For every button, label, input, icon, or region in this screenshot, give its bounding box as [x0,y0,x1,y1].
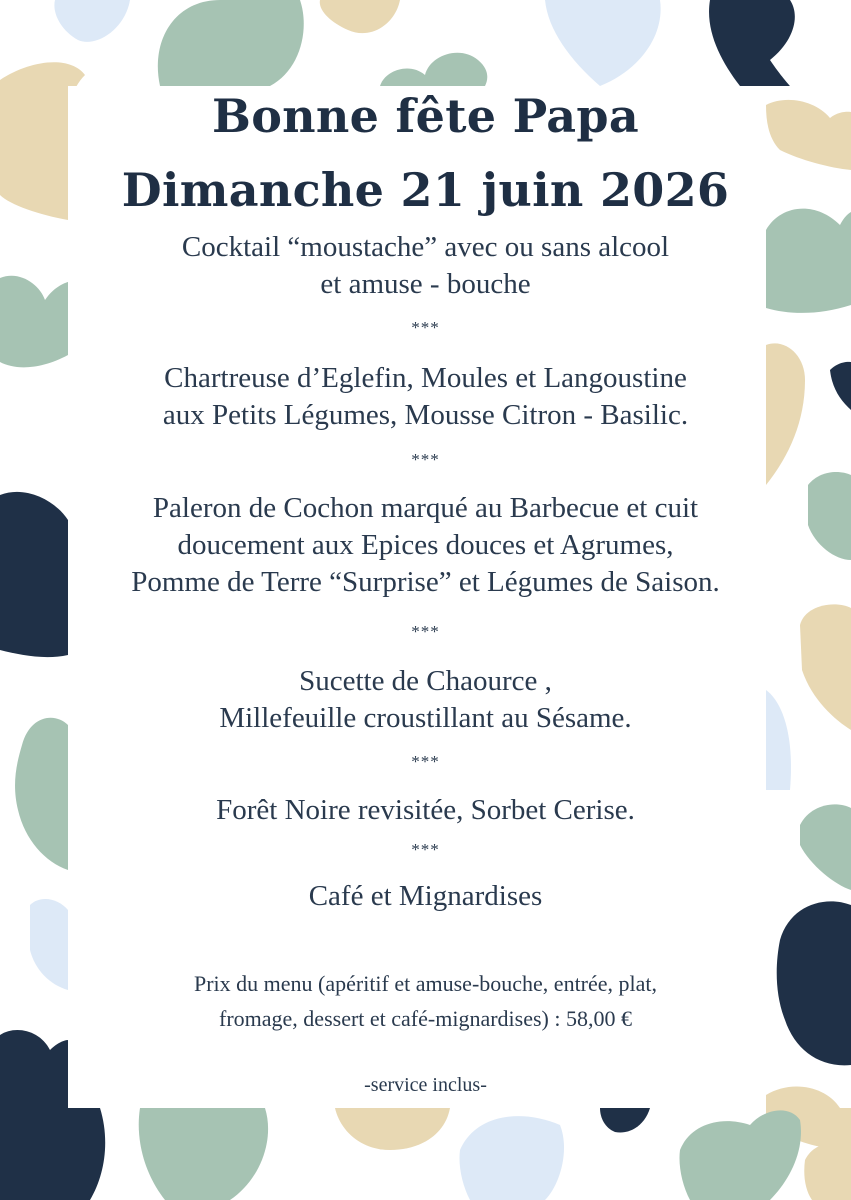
course-line: Cocktail “moustache” avec ou sans alcool [181,231,670,263]
course-line: Millefeuille croustillant au Sésame. [219,702,632,734]
separator: *** [411,450,440,469]
course-cafe [0,878,851,915]
course-line: Chartreuse d’Eglefin, Moules et Langoustine [164,362,687,394]
course-entree [0,360,851,434]
separator: *** [411,752,440,771]
course-line: Paleron de Cochon marqué au Barbecue et cuit [152,492,699,524]
course-line: Café et Mignardises [308,880,543,912]
course-line: Sucette de Chaource , [299,665,552,697]
course-dessert [0,792,851,829]
separator: *** [411,318,440,337]
course-line: doucement aux Epices douces et Agrumes, [177,529,674,561]
separator: *** [411,840,440,859]
course-plat [0,490,851,601]
price-line: Prix du menu (apéritif et amuse-bouche, entrée, plat, [193,971,658,996]
course-line: et amuse - bouche [320,268,531,300]
separator: *** [411,622,440,641]
service-note: -service inclus- [364,1074,487,1096]
price-line: fromage, dessert et café-mignardises) : 58,00 € [219,1006,632,1031]
menu-price [0,966,851,1036]
course-line: aux Petits Légumes, Mousse Citron - Basilic. [162,399,689,431]
course-aperitif [0,229,851,303]
title-date: Dimanche 21 juin 2026 [121,163,730,217]
course-fromage [0,663,851,737]
course-line: Forêt Noire revisitée, Sorbet Cerise. [216,794,635,826]
course-line: Pomme de Terre “Surprise” et Légumes de Saison. [131,566,720,598]
title-line-1: Bonne fête Papa [212,89,639,143]
